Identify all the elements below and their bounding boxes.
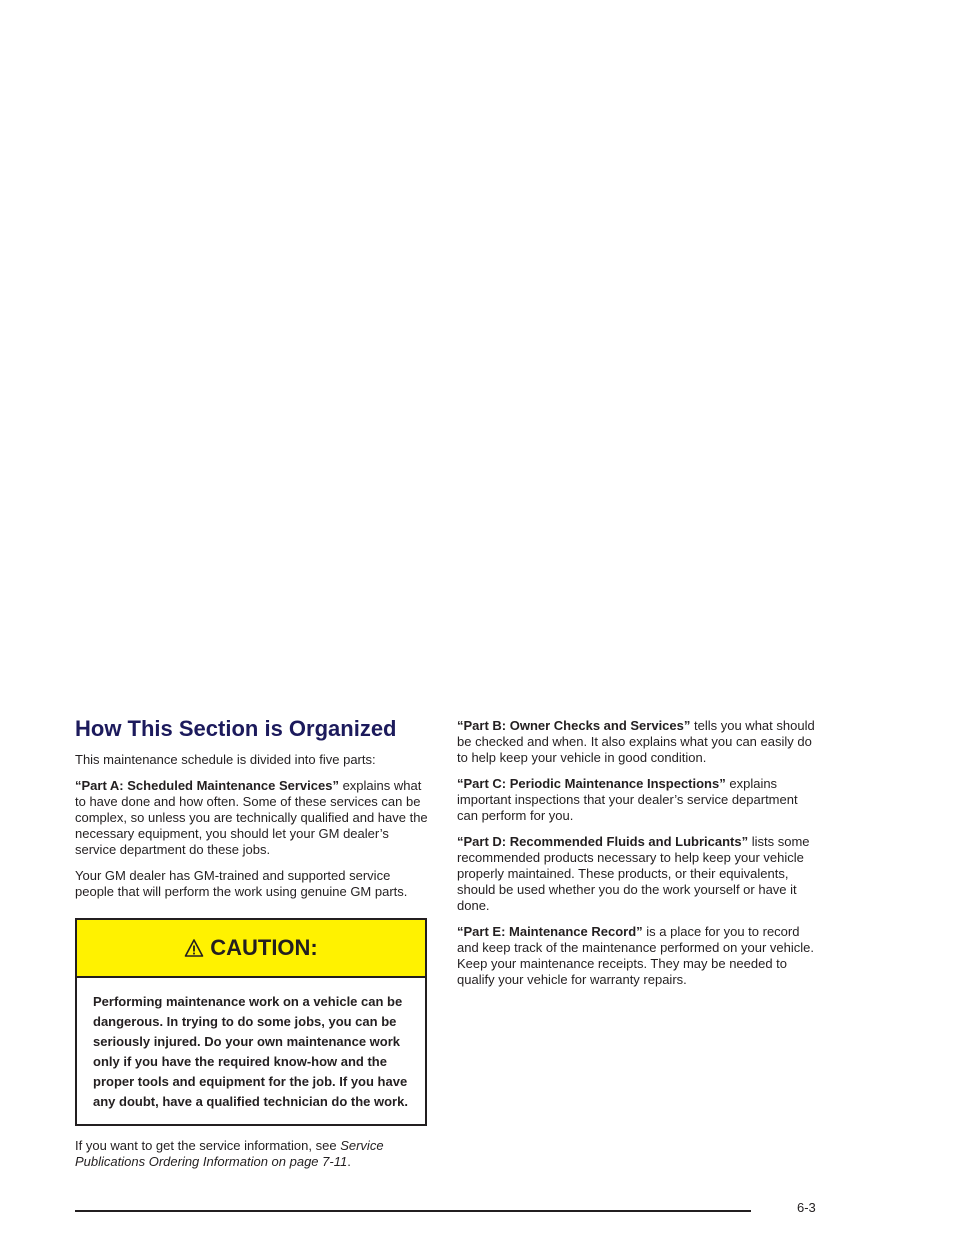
warning-triangle-icon [184,938,204,958]
part-d-text: lists some recommended products necessary to help keep your vehicle properly maintained. These products, or their equivalents, should be used whether you do the work yourself or have it done. [457,834,810,913]
part-a-lead: “Part A: Scheduled Maintenance Services” [75,778,339,793]
caution-body: Performing maintenance work on a vehicle can be dangerous. In trying to do some jobs, you can be seriously injured. Do your own maintenance work only if you have the required know-how and the proper tools and equipment for the job. If you have any doubt, have a qualified technician do the work. [93,994,408,1109]
part-a-text: explains what to have done and how often. Some of these services can be complex, so unless you are technically qualified and have the necessary equipment, you should let your GM dealer’s service department do these jobs. [75,778,428,857]
caution-box [75,918,427,1126]
part-c-lead: “Part C: Periodic Maintenance Inspections” [457,776,726,791]
part-e-text: is a place for you to record and keep track of the maintenance performed on your vehicle. Keep your maintenance receipts. They may be needed to qualify your vehicle for warranty repairs. [457,924,814,987]
service-publications-link[interactable]: Service Publications Ordering Information on page 7-11 [75,1138,384,1169]
part-b-text: tells you what should be checked and when. It also explains what you can easily do to help keep your vehicle in good condition. [457,718,815,765]
intro-paragraph: This maintenance schedule is divided into five parts: [75,752,376,767]
dealer-note: Your GM dealer has GM-trained and supported service people that will perform the work using genuine GM parts. [75,868,408,899]
section-title: How This Section is Organized [75,716,397,741]
footer-rule [75,1210,751,1212]
part-b-lead: “Part B: Owner Checks and Services” [457,718,691,733]
page-number: 6-3 [797,1200,816,1215]
service-info-paragraph [75,1138,431,1170]
right-column [457,718,817,998]
part-d-lead: “Part D: Recommended Fluids and Lubricants” [457,834,749,849]
part-e-paragraph [457,924,817,988]
caution-header [77,920,425,978]
service-info-text: If you want to get the service information, see [75,1138,341,1153]
part-c-text: explains important inspections that your dealer’s service department can perform for you. [457,776,798,823]
part-c-paragraph [457,776,817,824]
part-b-paragraph [457,718,817,766]
caution-title: CAUTION: [210,935,318,960]
left-column [75,716,431,1180]
part-a-paragraph [75,778,431,858]
service-info-end: . [347,1154,351,1169]
part-e-lead: “Part E: Maintenance Record” [457,924,643,939]
part-d-paragraph [457,834,817,914]
